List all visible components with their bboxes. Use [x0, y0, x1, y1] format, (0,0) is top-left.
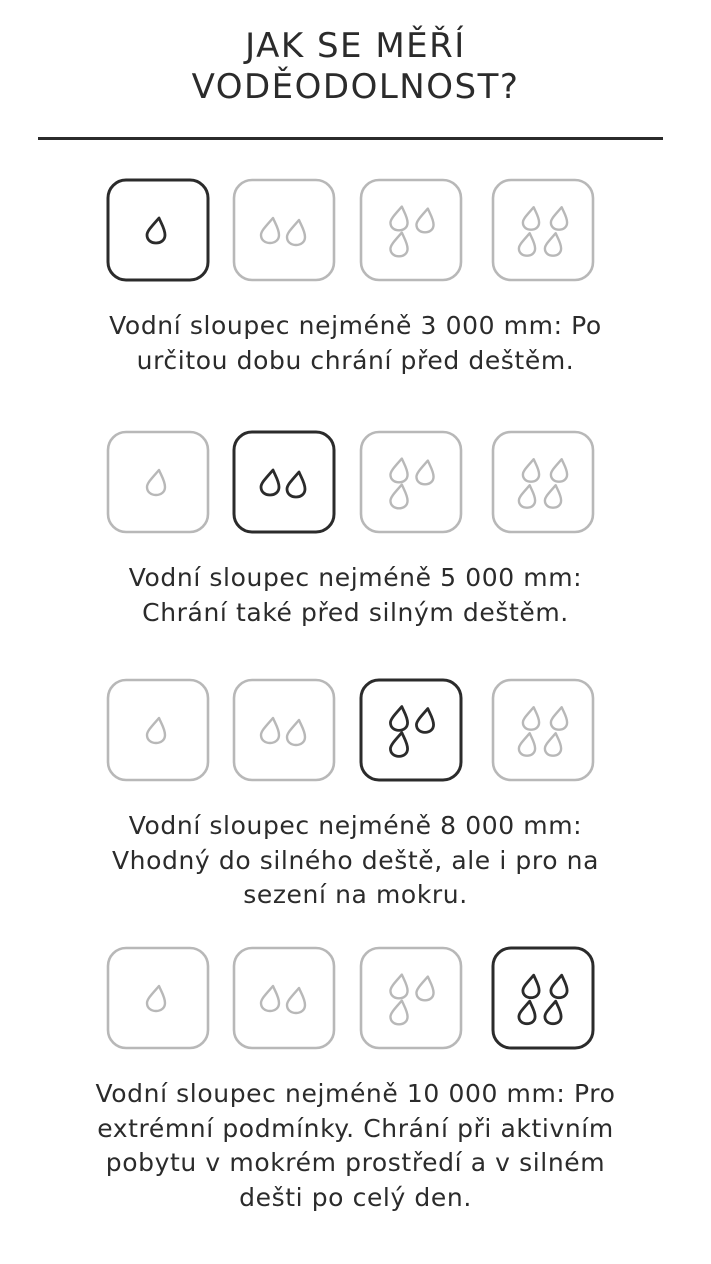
four-drops-icon — [491, 946, 595, 1050]
drop-icon — [287, 988, 305, 1013]
drop-tile-graphic — [491, 178, 595, 282]
level-description — [30, 309, 681, 378]
drop-icon — [390, 1001, 407, 1025]
drop-tile-graphic — [232, 678, 336, 782]
description-line: sezení na mokru. — [243, 880, 468, 909]
drop-icon — [390, 975, 407, 999]
tile-frame — [108, 180, 208, 280]
three-drops-icon — [359, 178, 463, 282]
drop-icon — [390, 207, 407, 231]
drop-icon — [545, 233, 561, 256]
drop-icon — [287, 472, 305, 497]
drop-icon — [545, 485, 561, 508]
drop-icon — [287, 720, 305, 745]
tile-frame — [234, 680, 334, 780]
drop-tile-graphic — [232, 946, 336, 1050]
drop-icon — [261, 218, 279, 243]
level-description — [30, 561, 681, 630]
two-drops-icon — [232, 946, 336, 1050]
drop-icon-row — [106, 946, 596, 1050]
drop-icon — [147, 718, 165, 743]
two-drops-icon — [232, 678, 336, 782]
tile-frame — [108, 432, 208, 532]
tile-frame — [493, 680, 593, 780]
four-drops-icon — [491, 678, 595, 782]
title-line-2: VODĚODOLNOST? — [191, 67, 520, 107]
drop-icon — [519, 485, 535, 508]
drop-icon — [416, 209, 433, 233]
drop-tile-graphic — [491, 430, 595, 534]
three-drops-icon — [359, 678, 463, 782]
drop-icon — [261, 470, 279, 495]
tile-frame — [108, 948, 208, 1048]
two-drops-icon — [232, 178, 336, 282]
drop-icon — [287, 220, 305, 245]
drop-icon — [519, 233, 535, 256]
two-drops-icon — [232, 430, 336, 534]
tile-frame — [234, 948, 334, 1048]
drop-icon — [523, 707, 539, 730]
drop-icon — [261, 986, 279, 1011]
one-drop-icon — [106, 430, 210, 534]
drop-icon — [519, 733, 535, 756]
drop-icon — [416, 977, 433, 1001]
tile-frame — [493, 180, 593, 280]
level-description — [30, 1077, 681, 1215]
page-title — [0, 26, 711, 108]
drop-tile-graphic — [106, 946, 210, 1050]
drop-tile-graphic — [106, 678, 210, 782]
drop-icon — [147, 470, 165, 495]
drop-icon-row — [106, 430, 596, 534]
description-line: Vodní sloupec nejméně 8 000 mm: — [128, 811, 583, 840]
drop-icon — [545, 1001, 561, 1024]
description-line: Vhodný do silného deště, ale i pro na — [111, 845, 600, 875]
drop-icon — [523, 459, 539, 482]
drop-tile-graphic — [359, 678, 463, 782]
tile-frame — [493, 948, 593, 1048]
description-line: Vodní sloupec nejméně 10 000 mm: Pro — [95, 1079, 616, 1108]
title-divider — [38, 137, 663, 140]
drop-tile-graphic — [232, 178, 336, 282]
drop-icon-row — [106, 178, 596, 282]
description-line: Chrání také před silným deštěm. — [142, 597, 569, 627]
tile-frame — [234, 432, 334, 532]
four-drops-icon — [491, 430, 595, 534]
drop-icon — [390, 485, 407, 509]
drop-tile-graphic — [491, 946, 595, 1050]
one-drop-icon — [106, 178, 210, 282]
drop-icon — [390, 233, 407, 257]
description-line: pobytu v mokrém prostředí a v silném — [105, 1148, 606, 1177]
drop-tile-graphic — [359, 178, 463, 282]
tile-frame — [361, 432, 461, 532]
tile-frame — [361, 680, 461, 780]
drop-tile-graphic — [359, 946, 463, 1050]
drop-tile-graphic — [491, 678, 595, 782]
drop-icon — [551, 207, 567, 230]
drop-tile-graphic — [359, 430, 463, 534]
drop-icon — [416, 709, 433, 733]
tile-frame — [493, 432, 593, 532]
four-drops-icon — [491, 178, 595, 282]
drop-icon-row — [106, 678, 596, 782]
one-drop-icon — [106, 946, 210, 1050]
drop-icon — [545, 733, 561, 756]
description-line: určitou dobu chrání před deštěm. — [136, 345, 575, 375]
drop-icon — [390, 733, 407, 757]
description-line: dešti po celý den. — [239, 1182, 472, 1212]
drop-icon — [519, 1001, 535, 1024]
description-line: Vodní sloupec nejméně 3 000 mm: Po — [109, 311, 602, 340]
drop-tile-graphic — [106, 178, 210, 282]
drop-icon — [390, 707, 407, 731]
drop-icon — [147, 986, 165, 1011]
tile-frame — [361, 948, 461, 1048]
tile-frame — [234, 180, 334, 280]
level-description — [30, 809, 681, 913]
drop-icon — [551, 707, 567, 730]
description-line: Vodní sloupec nejméně 5 000 mm: — [128, 563, 583, 592]
title-line-1: JAK SE MĚŘÍ — [245, 26, 466, 66]
drop-icon — [523, 207, 539, 230]
one-drop-icon — [106, 678, 210, 782]
drop-icon — [523, 975, 539, 998]
drop-icon — [147, 218, 165, 243]
drop-icon — [551, 975, 567, 998]
drop-icon — [261, 718, 279, 743]
three-drops-icon — [359, 946, 463, 1050]
drop-icon — [390, 459, 407, 483]
tile-frame — [108, 680, 208, 780]
drop-tile-graphic — [106, 430, 210, 534]
three-drops-icon — [359, 430, 463, 534]
description-line: extrémní podmínky. Chrání při aktivním — [97, 1113, 614, 1143]
drop-icon — [416, 461, 433, 485]
drop-icon — [551, 459, 567, 482]
tile-frame — [361, 180, 461, 280]
drop-tile-graphic — [232, 430, 336, 534]
